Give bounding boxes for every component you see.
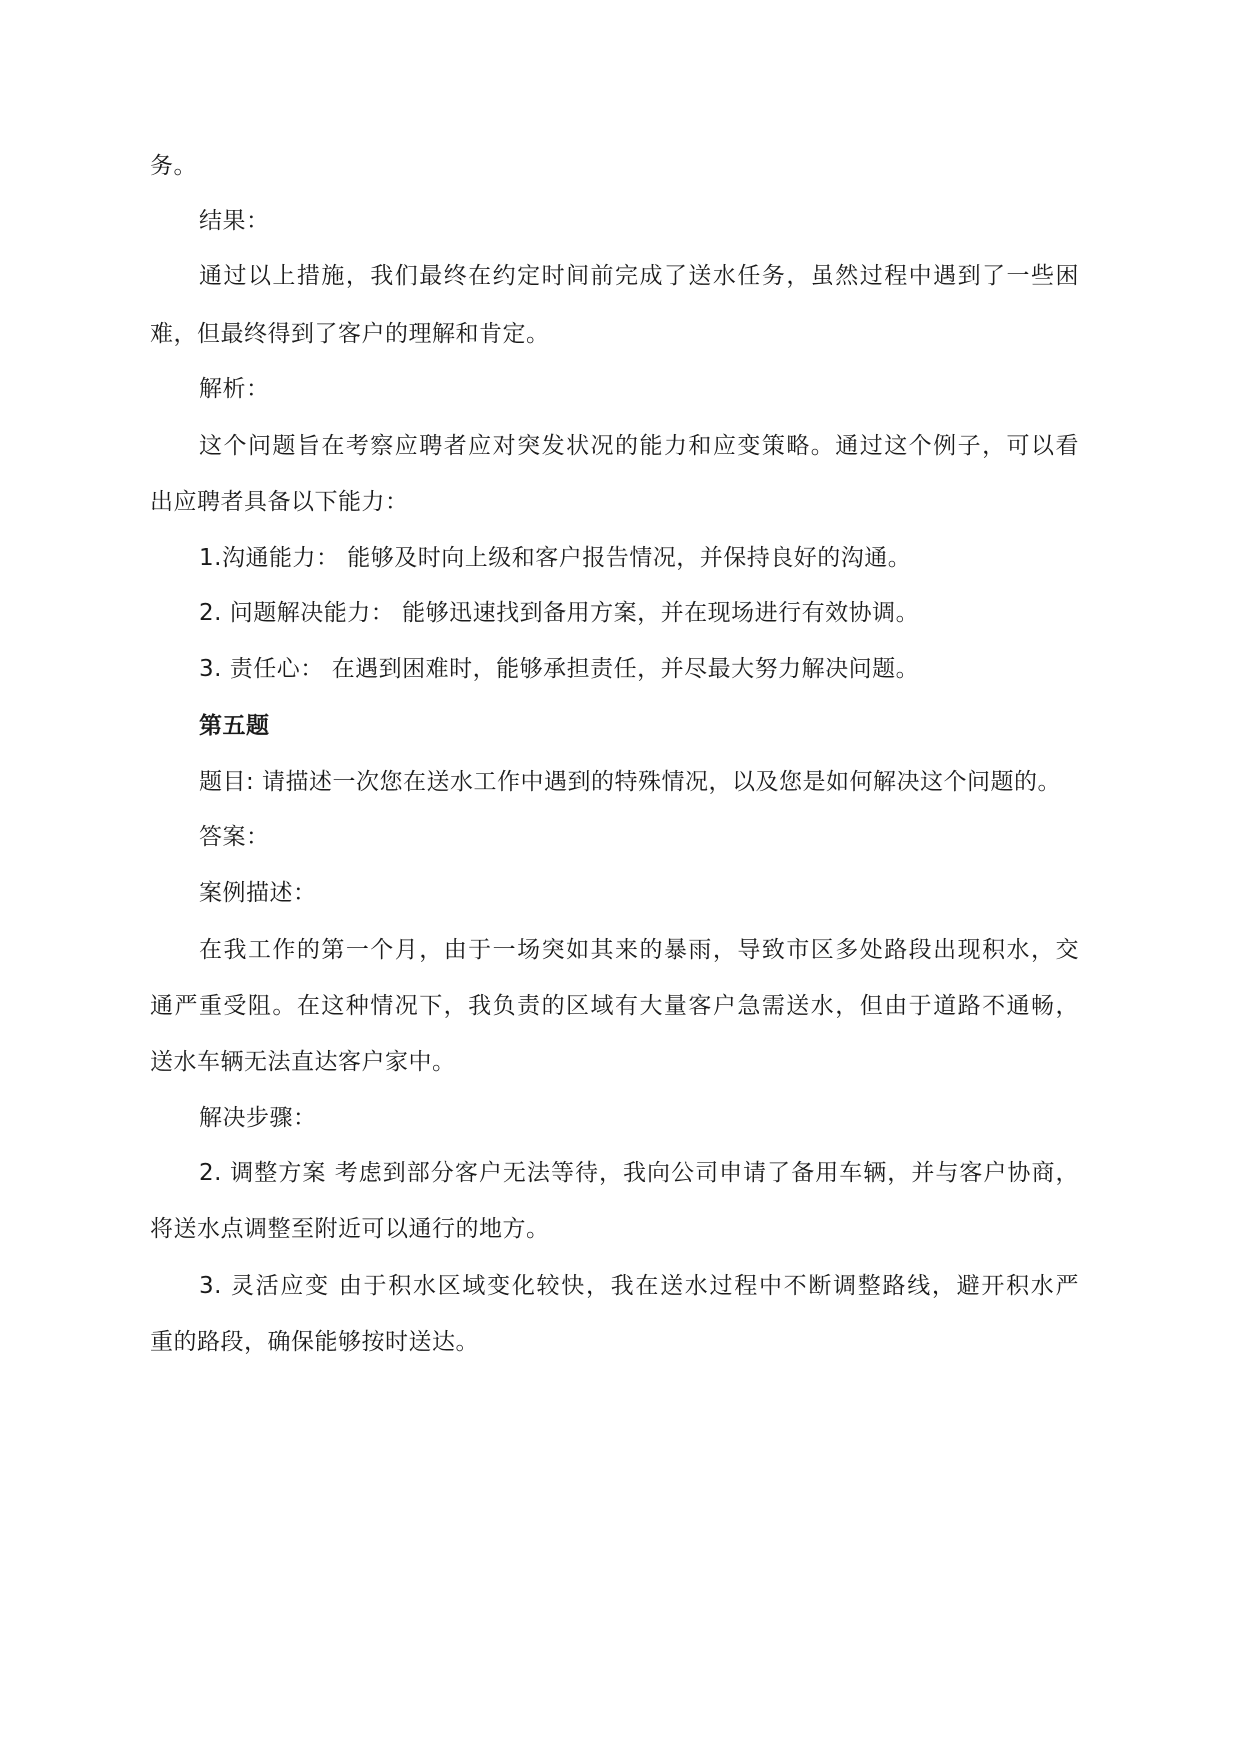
- label-case-description: 案例描述：: [199, 880, 317, 906]
- question-line: 题目: 请描述一次您在送水工作中遇到的特殊情况，以及您是如何解决这个问题的。: [199, 769, 1062, 795]
- case-paragraph-line-3: 送水车辆无法直达客户家中。: [150, 1049, 456, 1075]
- list-item-communication: 1.沟通能力： 能够及时向上级和客户报告情况，并保持良好的沟通。: [199, 545, 912, 571]
- result-paragraph-line-1: 通过以上措施，我们最终在约定时间前完成了送水任务，虽然过程中遇到了一些困: [199, 263, 1079, 289]
- section-heading: 第五题: [199, 713, 270, 739]
- analysis-paragraph-line-2: 出应聘者具备以下能力：: [150, 489, 409, 515]
- paragraph-continuation: 务。: [150, 153, 197, 179]
- step-3-line-1: 3. 灵活应变 由于积水区域变化较快，我在送水过程中不断调整路线，避开积水严: [199, 1273, 1079, 1299]
- step-2-line-2: 将送水点调整至附近可以通行的地方。: [150, 1216, 550, 1242]
- label-solution-steps: 解决步骤：: [199, 1105, 317, 1131]
- label-result: 结果：: [199, 208, 270, 234]
- step-3-line-2: 重的路段，确保能够按时送达。: [150, 1329, 479, 1355]
- analysis-paragraph-line-1: 这个问题旨在考察应聘者应对突发状况的能力和应变策略。通过这个例子，可以看: [199, 433, 1079, 459]
- step-2-line-1: 2. 调整方案 考虑到部分客户无法等待，我向公司申请了备用车辆，并与客户协商，: [199, 1160, 1079, 1186]
- list-item-responsibility: 3. 责任心： 在遇到困难时，能够承担责任，并尽最大努力解决问题。: [199, 656, 920, 682]
- result-paragraph-line-2: 难，但最终得到了客户的理解和肯定。: [150, 321, 550, 347]
- case-paragraph-line-1: 在我工作的第一个月，由于一场突如其来的暴雨，导致市区多处路段出现积水，交: [199, 937, 1079, 963]
- label-analysis: 解析：: [199, 376, 270, 402]
- list-item-problem-solving: 2. 问题解决能力： 能够迅速找到备用方案，并在现场进行有效协调。: [199, 600, 920, 626]
- label-answer: 答案：: [199, 824, 270, 850]
- case-paragraph-line-2: 通严重受阻。在这种情况下，我负责的区域有大量客户急需送水，但由于道路不通畅，: [150, 993, 1079, 1019]
